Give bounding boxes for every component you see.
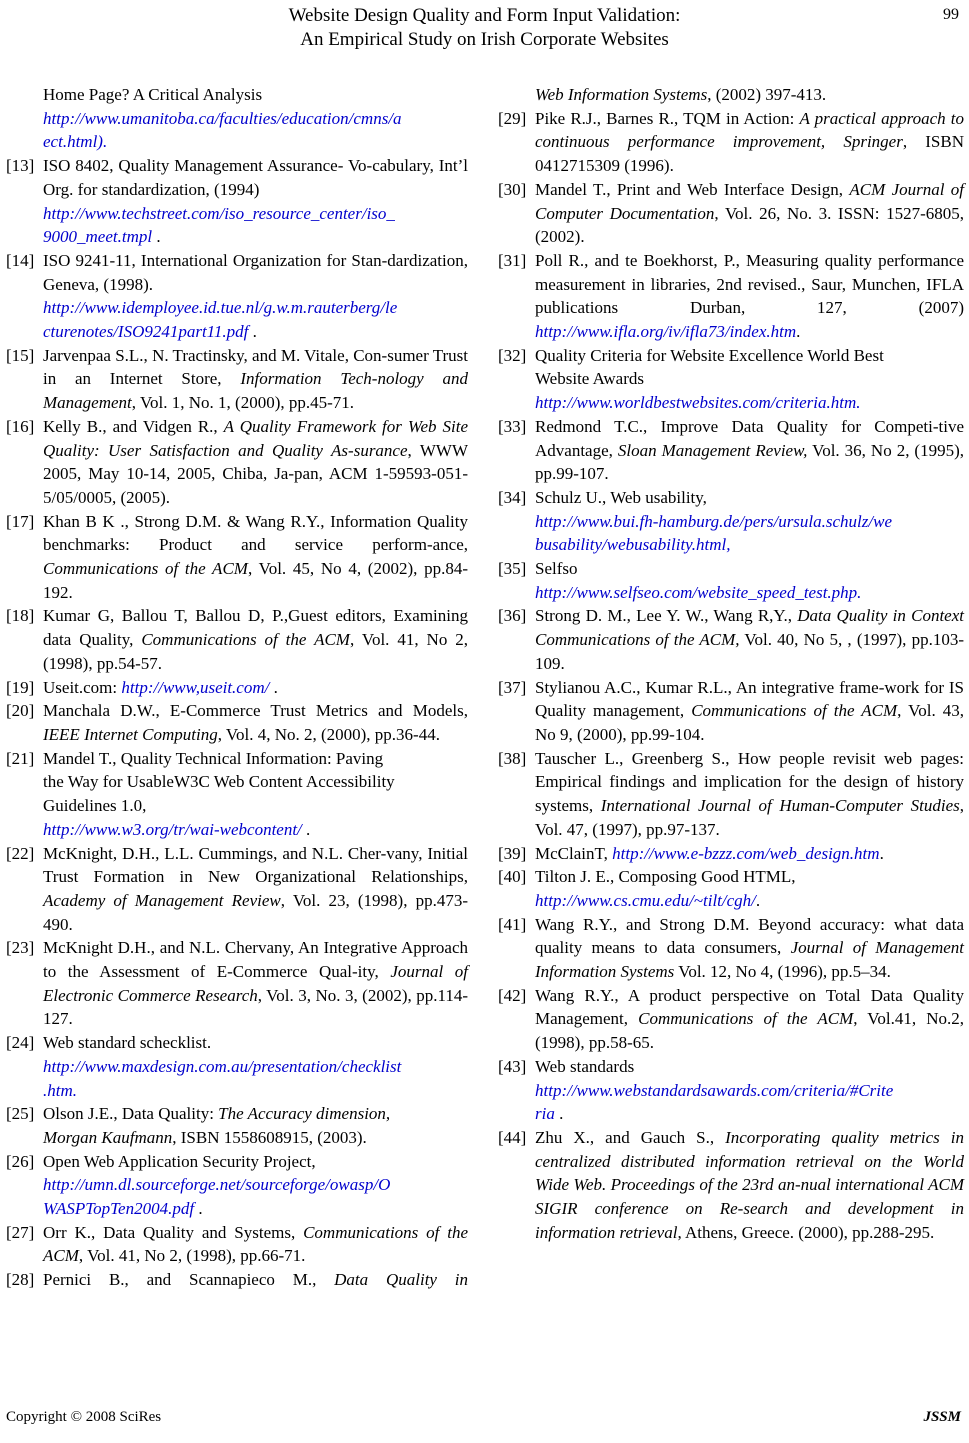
reference-16: [6, 415, 468, 510]
references-left-column: [6, 83, 468, 1292]
ref-url[interactable]: http://www.e-bzzz.com/web_design.htm: [612, 843, 880, 863]
ref-italic: Data Quality in Context Communications of the ACM,: [535, 606, 964, 650]
ref-text: Mandel T., Quality Technical Information: Paving: [43, 748, 384, 768]
ref-text: Home Page? A Critical Analysis: [43, 85, 263, 104]
ref-text: McKnight D.H., and N.L. Chervany, An Integrative Approach to the Assessment of E-Commerce Qual-ity,: [43, 938, 468, 982]
ref-number: [16]: [6, 416, 35, 436]
ref-text: Vol. 12, No 4, (1996), pp.5–34.: [674, 962, 891, 982]
ref-number: [43]: [498, 1056, 527, 1076]
ref-number: [40]: [498, 867, 527, 887]
ref-italic: Communications of the ACM: [691, 701, 898, 721]
ref-italic: International Journal of Human-Computer Studies: [600, 796, 960, 816]
ref-text: , WWW 2005, May 10-14, 2005, Chiba, Ja-pan, ACM 1-59593-051-5/05/0005, (2005).: [43, 440, 468, 507]
ref-text: Olson J.E., Data Quality:: [43, 1104, 219, 1124]
ref-italic: A practical approach to continuous performance improvement, Springer: [535, 108, 964, 152]
ref-text: Pernici B., and Scannapieco M.,: [43, 1270, 335, 1290]
ref-number: [29]: [498, 108, 527, 128]
ref-italic: Communications of the ACM: [141, 630, 350, 650]
ref-italic: Morgan Kaufmann: [43, 1127, 173, 1147]
ref-text: Vol. 40, No 5, , (1997), pp.103-109.: [535, 630, 965, 673]
ref-text: Redmond T.C., Improve Data Quality for Competi-tive Advantage,: [535, 416, 964, 460]
reference-28-continued: [498, 83, 964, 107]
ref-url[interactable]: http://www.w3.org/tr/wai-webcontent/: [43, 819, 302, 839]
ref-text: .: [796, 322, 801, 342]
reference-12-continued: [6, 83, 468, 154]
ref-italic: Academy of Management Review: [43, 890, 281, 910]
ref-url[interactable]: http://umn.dl.sourceforge.net/sourceforge/owasp/O: [43, 1175, 391, 1195]
reference-18: [6, 604, 468, 675]
reference-23: [6, 936, 468, 1031]
ref-text: , Vol. 23, (1998), pp.473-490.: [43, 890, 468, 934]
ref-number: [34]: [498, 487, 527, 507]
ref-url[interactable]: http://www.idemployee.id.tue.nl/g.w.m.rauterberg/le: [43, 298, 398, 318]
ref-text: Web standard schecklist.: [43, 1033, 212, 1053]
ref-text: ISO 8402, Quality Management Assurance- Vo-cabulary, Int’l Org. for standardization, (1994): [43, 156, 468, 199]
ref-italic: Communications of the ACM: [638, 1009, 854, 1029]
ref-text: Web standards: [535, 1056, 635, 1076]
ref-number: [22]: [6, 843, 35, 863]
ref-url[interactable]: http://www.selfseo.com/website_speed_test.php.: [535, 582, 862, 602]
ref-url[interactable]: .htm.: [43, 1080, 77, 1100]
ref-number: [31]: [498, 250, 527, 270]
ref-text: Vol. 36, No 2, (1995), pp.99-107.: [535, 440, 965, 484]
ref-text: , Vol. 26, No. 3. ISSN: 1527-6805, (2002).: [535, 203, 964, 247]
reference-13: [6, 154, 468, 249]
ref-text: Kelly B., and Vidgen R.,: [43, 416, 224, 436]
ref-italic: Web Information Systems: [535, 85, 708, 104]
running-head-line-1: Website Design Quality and Form Input Validation:: [288, 5, 681, 26]
reference-42: [498, 984, 964, 1055]
reference-32: [498, 344, 964, 415]
ref-text: Pike R.J., Barnes R., TQM in Action:: [535, 108, 800, 128]
reference-41: [498, 913, 964, 984]
ref-number: [23]: [6, 938, 35, 958]
reference-39: [498, 842, 964, 866]
ref-text: , Vol. 45, No 4, (2002), pp.84-192.: [43, 559, 469, 602]
ref-text: Orr K., Data Quality and Systems,: [43, 1222, 304, 1242]
ref-text: , Vol. 3, No. 3, (2002), pp.114-127.: [43, 985, 468, 1029]
ref-text: , ISBN 1558608915, (2003).: [172, 1127, 367, 1147]
ref-number: [19]: [6, 677, 35, 697]
ref-text: , ISBN 0412715309 (1996).: [535, 132, 964, 176]
ref-text: .: [879, 843, 884, 863]
ref-url[interactable]: busability/webusability.html,: [535, 535, 731, 555]
ref-text: Khan B K ., Strong D.M. & Wang R.Y., Information Quality benchmarks: Product and service perform-ance,: [43, 511, 468, 555]
ref-url[interactable]: 9000_meet.tmpl: [43, 227, 153, 247]
ref-number: [26]: [6, 1151, 35, 1171]
copyright-notice: Copyright © 2008 SciRes: [6, 1409, 162, 1425]
ref-text: ISO 9241-11, International Organization for Stan-dardization, Geneva, (1998).: [43, 250, 468, 294]
page-footer: [6, 1407, 961, 1427]
ref-text: Schulz U., Web usability,: [535, 487, 707, 507]
ref-italic: Data Quality in: [334, 1270, 469, 1290]
ref-italic: IEEE Internet Computing: [43, 724, 218, 744]
ref-text: .: [755, 890, 761, 910]
ref-italic: Incorporating quality metrics in centralized distributed information retrieval on the World Wide Web. Proceedings of the 23rd an-nual international ACM SIGIR conference on Re-search and development in information retrieval: [535, 1127, 964, 1242]
ref-number: [13]: [6, 156, 35, 176]
ref-number: [35]: [498, 559, 527, 579]
ref-url[interactable]: http://www,useit.com/: [121, 677, 270, 697]
ref-number: [25]: [6, 1104, 35, 1124]
ref-italic: Communications of the ACM: [43, 1222, 469, 1266]
reference-27: [6, 1221, 468, 1268]
reference-35: [498, 557, 964, 604]
ref-text: .: [152, 227, 161, 247]
ref-url[interactable]: ria: [535, 1104, 555, 1124]
ref-number: [33]: [498, 416, 527, 436]
ref-url[interactable]: http://www.umanitoba.ca/faculties/education/cmns/a: [43, 108, 402, 128]
reference-31: [498, 249, 964, 344]
ref-number: [17]: [6, 511, 35, 531]
ref-text: Poll R., and te Boekhorst, P., Measuring quality performance measurement in libraries, 2nd revised., Saur, Munchen, IFLA publications Durban, 127, (2007): [535, 250, 964, 318]
ref-italic: Information Tech-nology and Management: [43, 369, 468, 413]
ref-text: .: [248, 322, 257, 342]
ref-text: Jarvenpaa S.L., N. Tractinsky, and M. Vitale, Con-sumer Trust in an Internet Store,: [43, 345, 468, 389]
reference-24: [6, 1031, 468, 1102]
running-head-line-2: An Empirical Study on Irish Corporate Websites: [300, 29, 669, 50]
reference-29: [498, 107, 964, 178]
reference-26: [6, 1150, 468, 1221]
reference-43: [498, 1055, 964, 1126]
ref-text: , Vol.41, No.2, (1998), pp.58-65.: [535, 1009, 965, 1053]
ref-url[interactable]: http://www.ifla.org/iv/ifla73/index.htm: [535, 322, 797, 342]
ref-text: .: [301, 819, 311, 839]
reference-17: [6, 510, 468, 605]
ref-text: Manchala D.W., E-Commerce Trust Metrics and Models,: [43, 701, 468, 721]
reference-34: [498, 486, 964, 557]
ref-text: Guidelines 1.0,: [43, 796, 147, 816]
ref-number: [14]: [6, 250, 35, 270]
ref-text: McClainT,: [535, 843, 613, 863]
ref-url[interactable]: http://www.webstandardsawards.com/criteria/#Crite: [535, 1080, 894, 1100]
ref-text: , Athens, Greece. (2000), pp.288-295.: [677, 1222, 935, 1242]
ref-text: Tauscher L., Greenberg S., How people revisit web pages: Empirical findings and implication for the design of history systems,: [535, 748, 964, 816]
ref-text: Kumar G, Ballou T, Ballou D, P.,Guest editors, Examining data Quality,: [43, 606, 468, 650]
reference-20: [6, 699, 468, 746]
reference-14: [6, 249, 468, 344]
ref-text: Selfso: [535, 559, 578, 579]
ref-text: Zhu X., and Gauch S.,: [535, 1127, 726, 1147]
ref-number: [44]: [498, 1127, 527, 1147]
ref-url[interactable]: http://www.cs.cmu.edu/~tilt/cgh/: [535, 890, 756, 910]
ref-text: Open Web Application Security Project,: [43, 1151, 316, 1171]
ref-text: Mandel T., Print and Web Interface Design,: [535, 179, 850, 199]
ref-text: McKnight, D.H., L.L. Cummings, and N.L. Cher-vany, Initial Trust Formation in New Organizational Relationships,: [43, 843, 468, 887]
ref-number: [28]: [6, 1270, 35, 1290]
ref-number: [24]: [6, 1033, 35, 1053]
ref-url[interactable]: http://www.bui.fh-hamburg.de/pers/ursula.schulz/we: [535, 511, 893, 531]
ref-number: [32]: [498, 345, 527, 365]
ref-text: , Vol. 4, No. 2, (2000), pp.36-44.: [217, 724, 440, 744]
ref-number: [18]: [6, 606, 35, 626]
ref-italic: Journal of Electronic Commerce Research: [43, 962, 469, 1005]
reference-38: [498, 747, 964, 842]
ref-number: [21]: [6, 748, 35, 768]
ref-text: Wang R.Y., A product perspective on Total Data Quality Management,: [535, 985, 964, 1029]
ref-number: [20]: [6, 701, 35, 721]
ref-number: [39]: [498, 843, 527, 863]
reference-25: [6, 1102, 468, 1149]
references-right-column: [498, 83, 964, 1244]
reference-28: [6, 1268, 468, 1292]
reference-44: [498, 1126, 964, 1245]
ref-url[interactable]: ect.html).: [43, 132, 108, 152]
ref-text: , Vol. 41, No 2, (1998), pp.54-57.: [43, 630, 469, 673]
page-number: 99: [943, 6, 959, 23]
ref-number: [15]: [6, 345, 35, 365]
ref-number: [42]: [498, 985, 527, 1005]
ref-url[interactable]: http://www.techstreet.com/iso_resource_center/iso_: [43, 203, 395, 223]
ref-text: the Way for UsableW3C Web Content Accessibility: [43, 772, 395, 792]
ref-number: [38]: [498, 748, 527, 768]
ref-url[interactable]: cturenotes/ISO9241part11.pdf: [43, 322, 249, 342]
reference-22: [6, 842, 468, 937]
ref-italic: ACM Journal of Computer Documentation: [535, 179, 965, 223]
reference-40: [498, 865, 964, 912]
ref-text: Wang R.Y., and Strong D.M. Beyond accuracy: what data quality means to data consumers,: [535, 914, 964, 958]
ref-text: , Vol. 43, No 9, (2000), pp.99-104.: [535, 701, 965, 744]
ref-text: .: [269, 677, 278, 697]
ref-text: , Vol. 41, No 2, (1998), pp.66-71.: [78, 1246, 306, 1266]
running-head: [0, 4, 969, 52]
ref-url[interactable]: http://www.worldbestwebsites.com/criteria.htm.: [535, 393, 861, 413]
ref-number: [41]: [498, 914, 527, 934]
ref-italic: Communications of the ACM: [43, 559, 248, 579]
ref-text: Website Awards: [535, 369, 644, 389]
reference-15: [6, 344, 468, 415]
ref-italic: The Accuracy dimension,: [218, 1104, 391, 1124]
ref-number: [36]: [498, 606, 527, 626]
ref-text: , (2002) 397-413.: [707, 85, 827, 104]
ref-text: Stylianou A.C., Kumar R.L., An integrative frame-work for IS Quality management,: [535, 677, 964, 721]
ref-url[interactable]: http://www.maxdesign.com.au/presentation/checklist: [43, 1056, 402, 1076]
ref-text: .: [194, 1199, 203, 1219]
reference-37: [498, 676, 964, 747]
ref-text: Useit.com:: [43, 677, 122, 697]
ref-number: [37]: [498, 677, 527, 697]
ref-number: [30]: [498, 179, 527, 199]
ref-text: Tilton J. E., Composing Good HTML,: [535, 867, 796, 887]
ref-text: Quality Criteria for Website Excellence World Best: [535, 345, 884, 365]
reference-19: [6, 676, 468, 700]
ref-text: Strong D. M., Lee Y. W., Wang R,Y.,: [535, 606, 798, 626]
ref-text: .: [554, 1104, 564, 1124]
ref-text: , Vol. 47, (1997), pp.97-137.: [535, 796, 964, 839]
ref-url[interactable]: WASPTopTen2004.pdf: [43, 1199, 195, 1219]
reference-36: [498, 604, 964, 675]
reference-30: [498, 178, 964, 249]
journal-abbreviation: JSSM: [923, 1409, 961, 1425]
ref-text: , Vol. 1, No. 1, (2000), pp.45-71.: [131, 393, 355, 413]
reference-21: [6, 747, 468, 842]
ref-italic: Sloan Management Review,: [617, 440, 808, 460]
ref-number: [27]: [6, 1222, 35, 1242]
reference-33: [498, 415, 964, 486]
ref-italic: Journal of Management Information Systems: [535, 938, 965, 982]
ref-italic: A Quality Framework for Web Site Quality: User Satisfaction and Quality As-surance: [43, 416, 468, 460]
